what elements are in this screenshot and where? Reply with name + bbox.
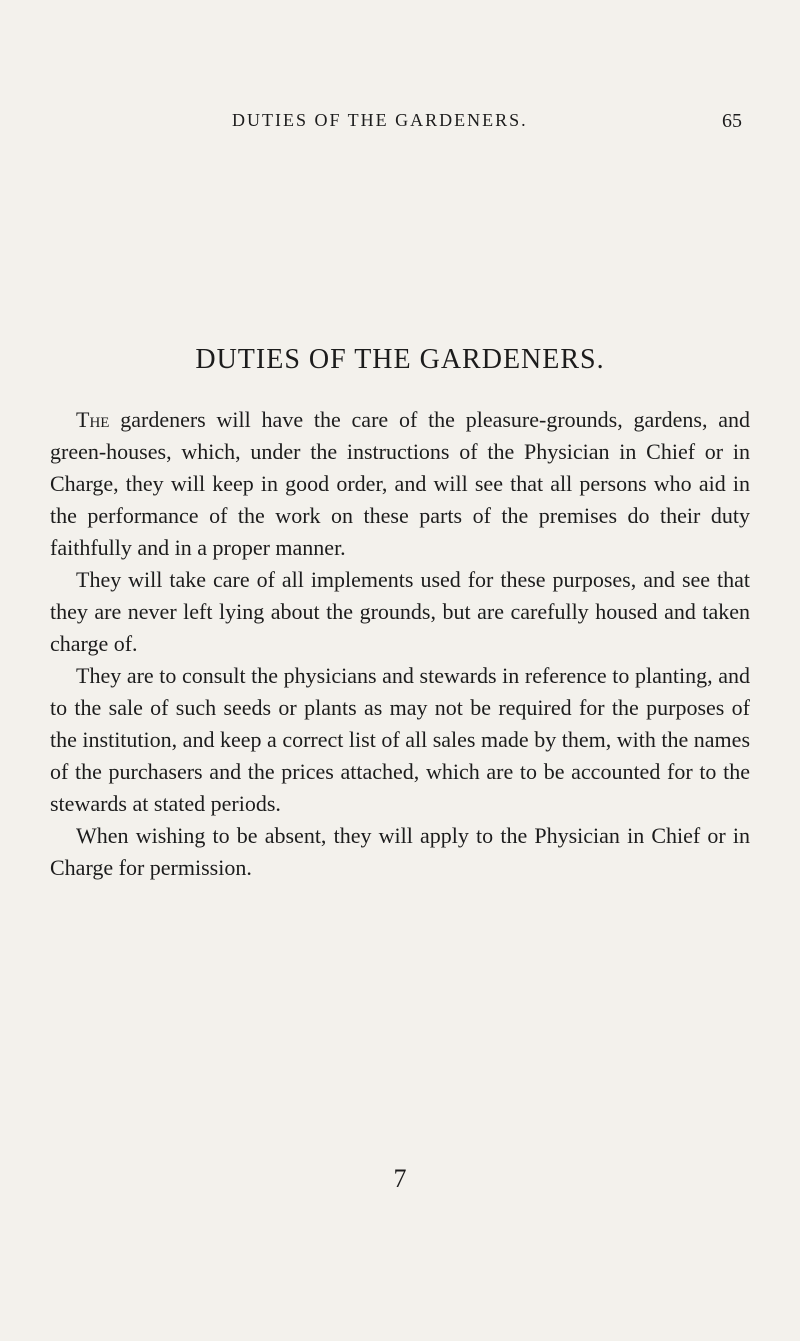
chapter-title: DUTIES OF THE GARDENERS. <box>195 344 605 375</box>
running-title: DUTIES OF THE GARDENERS. <box>232 110 528 130</box>
body-text <box>50 404 750 884</box>
paragraph-text: gardeners will have the care of the pleasure-grounds, gardens, and green-houses, which, under the instructions of the Physician in Chief or in Charge, they will keep in good order, and will see that all persons who aid in the performance of the work on these parts of the premises do their duty faithfully and in a proper manner. <box>50 407 751 560</box>
paragraph-implements: They will take care of all implements used for these purposes, and see that they are never left lying about the grounds, but are carefully housed and taken charge of. <box>50 567 750 656</box>
signature-mark: 7 <box>393 1164 407 1193</box>
page-number: 65 <box>722 110 742 132</box>
paragraph-consult-and-sales: They are to consult the physicians and stewards in reference to planting, and to the sale of such seeds or plants as may not be required for the purposes of the institution, and keep a correct list of all sales made by them, with the names of the purchasers and the prices attached, which are to be accounted for to the stewards at stated periods. <box>50 663 750 816</box>
running-head <box>232 110 742 138</box>
paragraph-care-of-grounds <box>50 404 750 564</box>
paragraph-lead-word: The <box>76 407 110 432</box>
paragraph-absence: When wishing to be absent, they will apply to the Physician in Chief or in Charge for permission. <box>50 823 750 880</box>
